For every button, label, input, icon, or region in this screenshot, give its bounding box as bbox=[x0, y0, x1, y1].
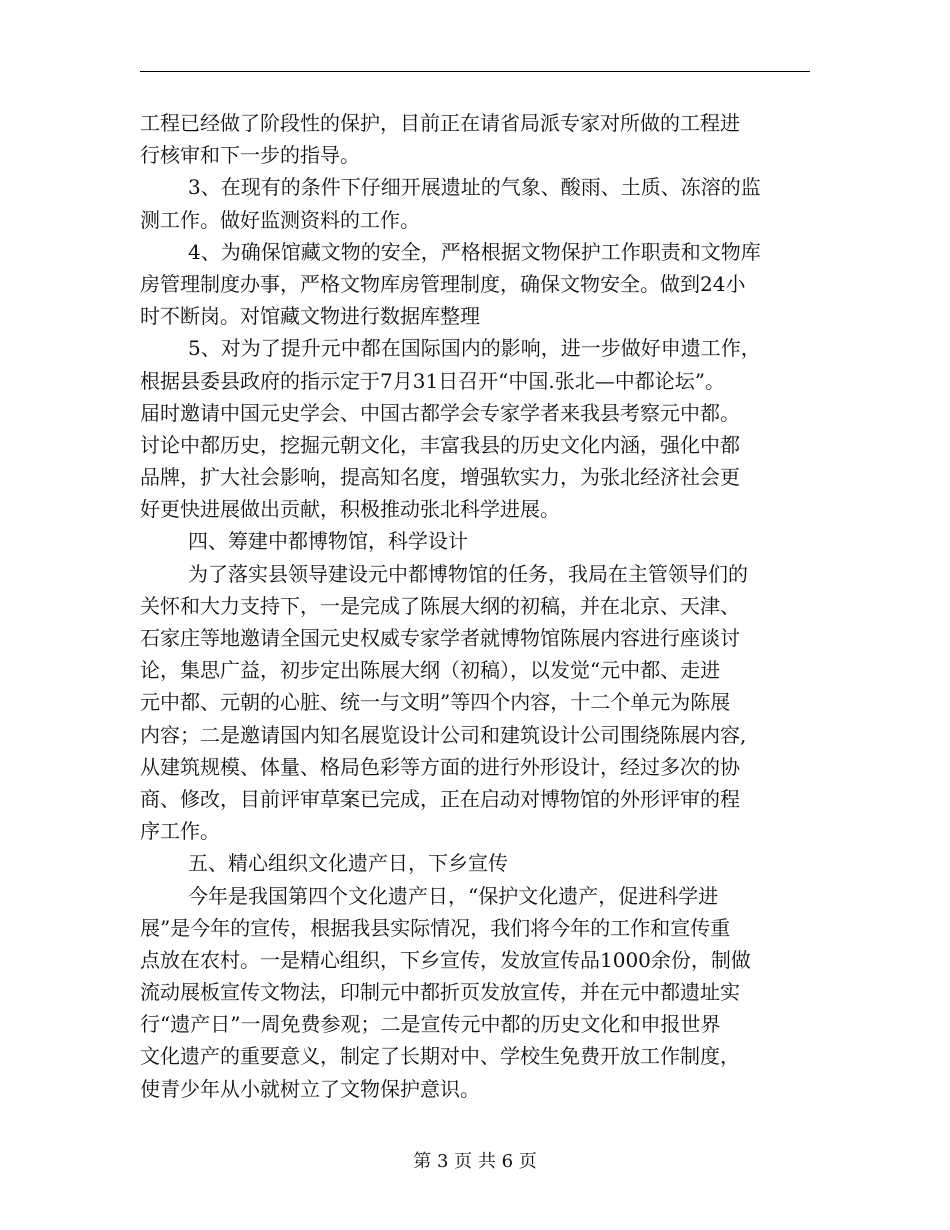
text-line: 5、对为了提升元中都在国际国内的影响，进一步做好申遗工作， bbox=[188, 336, 761, 361]
text-line: 从建筑规模、体量、格局色彩等方面的进行外形设计，经过多次的协 bbox=[140, 754, 740, 779]
document-body bbox=[140, 107, 810, 1105]
text-line: 工程已经做了阶段性的保护，目前正在请省局派专家对所做的工程进 bbox=[140, 111, 740, 135]
text-line: 元中都、元朝的心脏、统一与文明”等四个内容，十二个单元为陈展 bbox=[140, 690, 731, 715]
text-line: 文化遗产的重要意义，制定了长期对中、学校生免费开放工作制度， bbox=[140, 1044, 740, 1069]
text-line: 五、精心组织文化遗产日，下乡宣传 bbox=[188, 851, 508, 876]
text-line: 关怀和大力支持下，一是完成了陈展大纲的初稿，并在北京、天津、 bbox=[140, 593, 740, 618]
text-line: 时不断岗。对馆藏文物进行数据库整理 bbox=[140, 304, 480, 329]
text-line: 使青少年从小就树立了文物保护意识。 bbox=[140, 1076, 480, 1101]
text-line: 今年是我国第四个文化遗产日，“保护文化遗产，促进科学进 bbox=[188, 883, 719, 908]
text-line: 四、筹建中都博物馆，科学设计 bbox=[188, 529, 468, 554]
text-line: 品牌，扩大社会影响，提高知名度，增强软实力，为张北经济社会更 bbox=[140, 465, 740, 490]
text-line: 为了落实县领导建设元中都博物馆的任务，我局在主管领导们的 bbox=[188, 561, 748, 586]
text-line: 商、修改，目前评审草案已完成，正在启动对博物馆的外形评审的程 bbox=[140, 786, 740, 811]
text-line: 房管理制度办事，严格文物库房管理制度，确保文物安全。做到24小 bbox=[140, 271, 746, 296]
text-line: 测工作。做好监测资料的工作。 bbox=[140, 207, 420, 232]
text-line: 展”是今年的宣传，根据我县实际情况，我们将今年的工作和宣传重 bbox=[140, 915, 731, 940]
text-line: 讨论中都历史，挖掘元朝文化，丰富我县的历史文化内涵，强化中都 bbox=[140, 432, 740, 457]
text-line: 好更快进展做出贡献，积极推动张北科学进展。 bbox=[140, 497, 560, 522]
text-line: 行核审和下一步的指导。 bbox=[140, 143, 360, 168]
text-line: 序工作。 bbox=[140, 819, 220, 844]
text-line: 点放在农村。一是精心组织，下乡宣传，发放宣传品1000余份，制做 bbox=[140, 947, 751, 972]
text-line: 届时邀请中国元史学会、中国古都学会专家学者来我县考察元中都。 bbox=[140, 400, 740, 425]
text-line: 3、在现有的条件下仔细开展遗址的气象、酸雨、土质、冻溶的监 bbox=[188, 175, 761, 200]
text-line: 内容；二是邀请国内知名展览设计公司和建筑设计公司围绕陈展内容, bbox=[140, 722, 747, 747]
text-line: 流动展板宣传文物法，印制元中都折页发放宣传，并在元中都遗址实 bbox=[140, 980, 740, 1005]
text-line: 石家庄等地邀请全国元史权威专家学者就博物馆陈展内容进行座谈讨 bbox=[140, 626, 740, 650]
text-line: 4、为确保馆藏文物的安全，严格根据文物保护工作职责和文物库 bbox=[188, 239, 761, 264]
text-line: 论，集思广益，初步定出陈展大纲（初稿），以发觉“元中都、走进 bbox=[140, 658, 721, 683]
header-rule bbox=[140, 71, 810, 72]
page-footer: 第 3 页 共 6 页 bbox=[413, 1151, 537, 1172]
text-line: 行“遗产日”一周免费参观；二是宣传元中都的历史文化和申报世界 bbox=[140, 1012, 721, 1037]
text-line: 根据县委县政府的指示定于7月31日召开“中国.张北—中都论坛”。 bbox=[140, 368, 725, 393]
